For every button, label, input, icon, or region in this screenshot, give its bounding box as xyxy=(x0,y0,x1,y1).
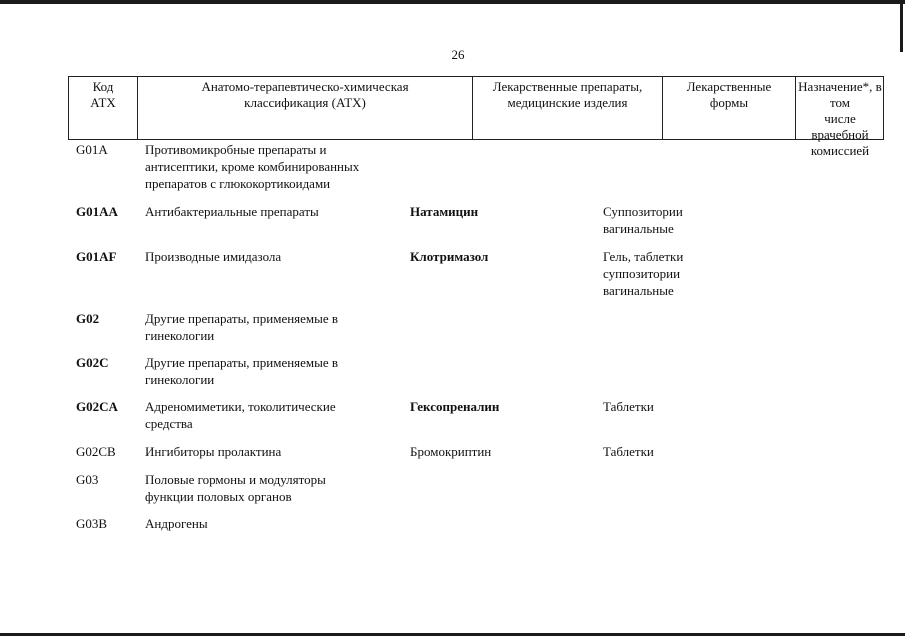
bottom-border-rule xyxy=(0,633,905,636)
right-border-rule xyxy=(900,0,903,52)
atc-code: G02C xyxy=(76,355,109,370)
atc-description: Другие препараты, применяемые в гинекологии xyxy=(145,355,339,387)
atc-code: G02 xyxy=(76,311,100,326)
atc-description: Ингибиторы пролактина xyxy=(145,444,282,459)
atc-description: Адреномиметики, токолитические средства xyxy=(145,399,336,431)
atc-description: Антибактериальные препараты xyxy=(145,204,319,219)
dosage-form: Таблетки xyxy=(603,399,654,414)
atc-code: G02CB xyxy=(76,444,116,459)
atc-description: Андрогены xyxy=(145,516,208,531)
atc-description: Половые гормоны и модуляторы функции половых органов xyxy=(145,472,326,504)
dosage-form: Таблетки xyxy=(603,444,654,459)
header-dosage-forms: Лекарственные формы xyxy=(662,77,795,139)
atc-code: G02CA xyxy=(76,399,118,414)
atc-code: G03B xyxy=(76,516,108,531)
atc-description: Производные имидазола xyxy=(145,249,282,264)
dosage-form: Суппозитории вагинальные xyxy=(603,204,683,236)
drug-name: Бромокриптин xyxy=(410,444,492,459)
header-drugs: Лекарственные препараты, медицинские изделия xyxy=(472,77,662,139)
dosage-form: Гель, таблетки суппозитории вагинальные xyxy=(603,249,684,298)
atc-description: Другие препараты, применяемые в гинекологии xyxy=(145,311,339,343)
atc-code: G01AA xyxy=(76,204,118,219)
page-number: 26 xyxy=(451,47,465,62)
header-purpose: Назначение*, в том числе врачебной комиссией xyxy=(795,77,884,139)
atc-code: G01A xyxy=(76,142,108,157)
drug-name: Натамицин xyxy=(410,204,479,219)
atc-description: Противомикробные препараты и антисептики, кроме комбинированных препаратов с глюкокортикоидами xyxy=(145,142,360,191)
drug-name: Клотримазол xyxy=(410,249,489,264)
drug-name: Гексопреналин xyxy=(410,399,500,414)
atc-code: G01AF xyxy=(76,249,117,264)
header-atc-classification: Анатомо-терапевтическо-химическая классификация (АТХ) xyxy=(137,77,472,139)
atc-code: G03 xyxy=(76,472,99,487)
top-border-rule xyxy=(0,0,905,4)
header-code: Код АТХ xyxy=(90,79,116,110)
